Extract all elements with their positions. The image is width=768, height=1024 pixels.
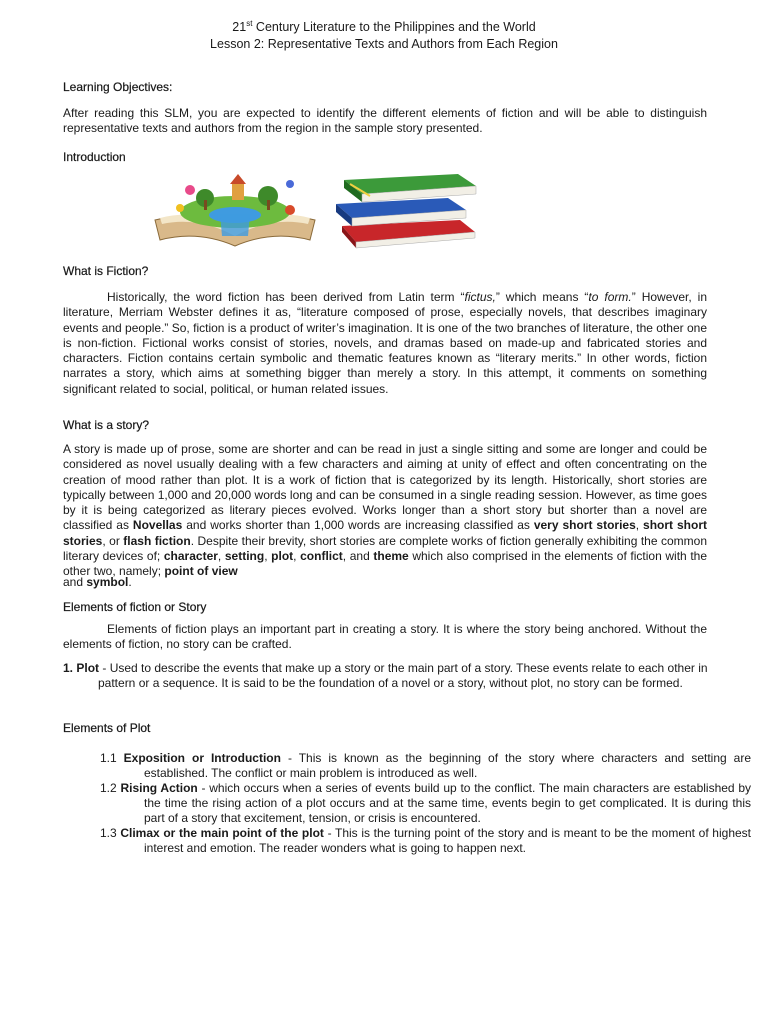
story-text-9: , and bbox=[342, 549, 374, 564]
plot-item-number: 1. bbox=[63, 661, 74, 675]
story-text-7: , bbox=[264, 549, 272, 564]
story-text-5: . Despite their brevity, short stories are complete works of fiction generally exhibiting the common literary devices of; bbox=[63, 533, 707, 564]
climax-text: - This is the turning point of the story and is meant to be the moment of highest interest and emotion. The reader wonders what is going to happen next. bbox=[144, 826, 752, 855]
exposition-label: Exposition or Introduction bbox=[123, 751, 281, 765]
plot-description: - Used to describe the events that make up a story or the main part of a story. These events relate to each other in pattern or a sequence. It is said to be the foundation of a novel or a story, without plot, no story can be formed. bbox=[98, 661, 708, 690]
plot-list-item bbox=[63, 661, 742, 691]
rising-action-number: 1.2 bbox=[100, 781, 121, 795]
theme-term: theme bbox=[373, 549, 409, 564]
course-title bbox=[0, 15, 768, 36]
symbol-term: symbol bbox=[86, 575, 129, 589]
short-short-stories-term: short short stories bbox=[63, 518, 707, 548]
story-text-2: and works shorter than 1,000 words are increasing classified as bbox=[182, 518, 534, 533]
popup-book-illustration bbox=[150, 170, 320, 248]
novellas-term: Novellas bbox=[132, 518, 183, 533]
conflict-term: conflict bbox=[300, 549, 343, 564]
to-form-term: to form. bbox=[588, 290, 632, 304]
plot-label: Plot bbox=[76, 661, 100, 675]
stack-of-books-illustration bbox=[330, 170, 480, 250]
story-text-6: , bbox=[217, 549, 225, 564]
fictus-term: fictus, bbox=[464, 290, 496, 304]
learning-objectives-heading: Learning Objectives: bbox=[63, 80, 173, 94]
story-text-8: , bbox=[293, 549, 301, 564]
story-text-3: , bbox=[635, 518, 644, 533]
plot-element-climax bbox=[100, 826, 751, 856]
story-text-4: , or bbox=[102, 533, 124, 548]
rising-action-text: - which occurs when a series of events build up to the conflict. The main characters are established by the time the rising action of a plot occurs and at the same time, events begin to get complicated. It is during this part of a story that excitement, tension, or crisis is encountered. bbox=[144, 781, 752, 825]
course-title-superscript: st bbox=[246, 19, 253, 28]
elements-paragraph: Elements of fiction plays an important part in creating a story. It is where the story being anchored. Without the elements of fiction, no story can be crafted. bbox=[63, 622, 707, 652]
story-text-10: which also comprised in the elements of fiction with the other two, namely; bbox=[63, 549, 707, 579]
rising-action-label: Rising Action bbox=[120, 781, 198, 795]
plot-element-exposition bbox=[100, 751, 751, 781]
elements-of-fiction-heading: Elements of fiction or Story bbox=[63, 600, 207, 614]
story-text-1: A story is made up of prose, some are shorter and can be read in just a single sitting and some are longer and could be considered as novel usually dealing with a few characters and aiming at unity of effect and often concentrating on the creation of mood rather than plot. It is a work of fiction that is categorized by its length. Historically, short stories are typically between 1,000 and 20,000 words long and can be consumed in a single reading session. However, as time goes by it is being categorized as literary pieces evolved. Works longer than a short story but shorter than a novel are classified as bbox=[63, 442, 707, 533]
plot-element-rising-action bbox=[100, 781, 751, 826]
fiction-text-a: Historically, the word fiction has been derived from Latin term “ bbox=[107, 290, 465, 304]
lesson-title: Lesson 2: Representative Texts and Authors from Each Region bbox=[210, 37, 558, 52]
exposition-text: - This is known as the beginning of the story where characters and setting are established. The conflict or main problem is introduced as well. bbox=[144, 751, 752, 780]
what-is-fiction-heading: What is Fiction? bbox=[63, 264, 149, 278]
flash-fiction-term: flash fiction bbox=[123, 533, 191, 548]
introduction-heading: Introduction bbox=[63, 150, 126, 164]
plot-term: plot bbox=[271, 549, 294, 564]
story-paragraph bbox=[63, 442, 707, 580]
elements-of-plot-heading: Elements of Plot bbox=[63, 721, 151, 735]
learning-objectives-text: After reading this SLM, you are expected to identify the different elements of fiction and will be able to distinguish representative texts and authors from the region in the sample story presented. bbox=[63, 106, 707, 136]
course-title-text: Century Literature to the Philippines and the World bbox=[252, 20, 536, 35]
fiction-text-c: ” However, in literature, Merriam Webster defines it as, “literature composed of prose, especially novels, that describes imaginary events and people.” So, fiction is a product of writer’s imagination. It is one of the two branches of literature, the other one is non-fiction. Fictional works consist of stories, novels, and dramas based on made-up and fabricated stories and characters. Fiction contains certain symbolic and thematic features known as “literary merits.” In other words, fiction narrates a story, which aims at something bigger than merely a story. In this attempt, it comments on something significant related to social, political, or human related issues. bbox=[63, 290, 708, 396]
point-of-view-term: point of view bbox=[164, 564, 238, 579]
document-header bbox=[0, 15, 768, 53]
what-is-story-heading: What is a story? bbox=[63, 418, 150, 432]
fiction-paragraph bbox=[63, 290, 707, 397]
climax-number: 1.3 bbox=[100, 826, 121, 840]
fiction-text-b: ” which means “ bbox=[495, 290, 589, 304]
climax-label: Climax or the main point of the plot bbox=[120, 826, 324, 840]
story-last-line bbox=[63, 575, 132, 590]
character-term: character bbox=[163, 549, 218, 564]
exposition-number: 1.1 bbox=[100, 751, 124, 765]
story-last-pre: and bbox=[63, 575, 87, 589]
course-title-number: 21 bbox=[232, 20, 247, 35]
setting-term: setting bbox=[224, 549, 265, 564]
story-last-post: . bbox=[128, 575, 132, 589]
very-short-stories-term: very short stories bbox=[533, 518, 636, 533]
